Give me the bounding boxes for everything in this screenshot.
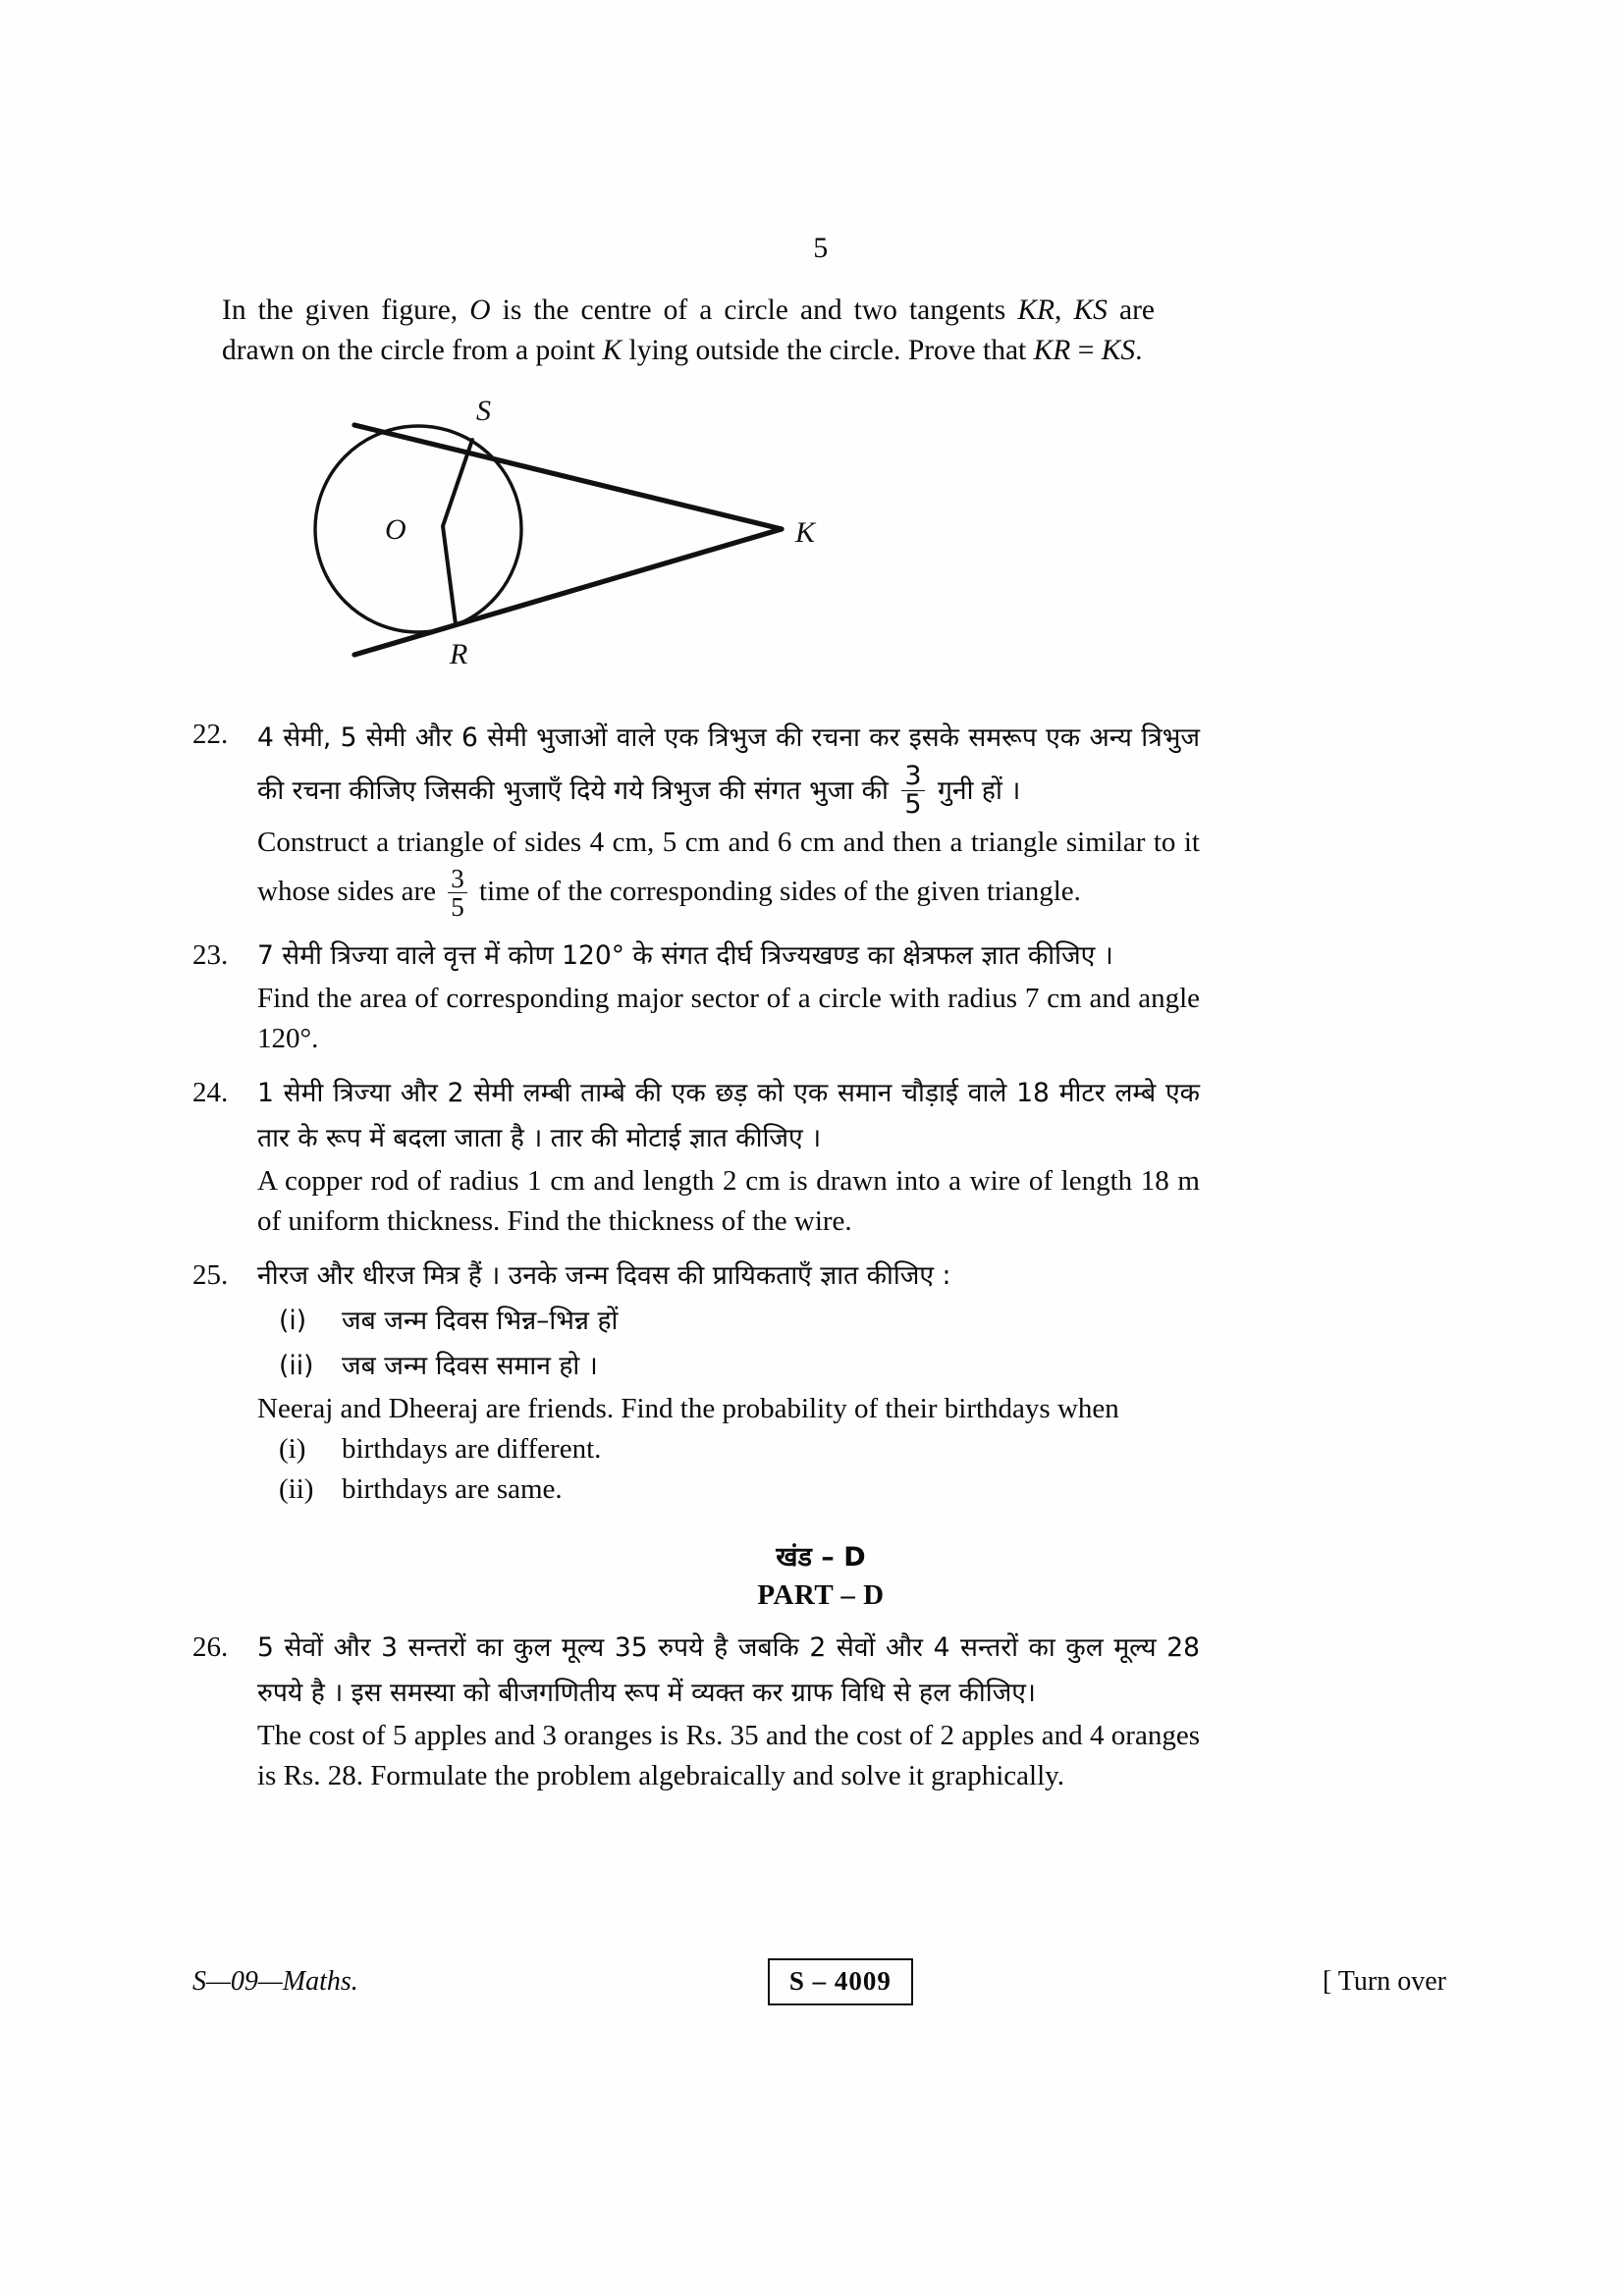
item-marker: (ii) bbox=[279, 1351, 314, 1382]
question-25-number: 25. bbox=[192, 1259, 229, 1292]
question-24-hindi: 1 सेमी त्रिज्या और 2 सेमी लम्बी ताम्बे की एक छड़ को एक समान चौड़ाई वाले 18 मीटर लम्बे एक तार के रूप में बदला जाता है । तार की मोटाई ज्ञात कीजिए । bbox=[257, 1078, 1200, 1154]
item-text: birthdays are different. bbox=[342, 1433, 602, 1466]
intro-prove-kr: KR bbox=[1033, 335, 1071, 366]
question-25-hindi-item-2 bbox=[279, 1344, 1200, 1389]
question-22-english-fraction bbox=[448, 865, 467, 921]
intro-tangent-kr: KR bbox=[1017, 294, 1055, 326]
intro-text-c: , bbox=[1055, 294, 1062, 326]
question-23 bbox=[192, 934, 1449, 1059]
question-25-english-item-2 bbox=[279, 1469, 1200, 1510]
intro-equals: = bbox=[1070, 335, 1102, 366]
question-23-english: Find the area of corresponding major sector of a circle with radius 7 cm and angle 120°. bbox=[257, 983, 1200, 1055]
question-22-english-a: Construct a triangle of sides 4 cm, 5 cm and 6 cm and then a triangle similar to it whose sides are bbox=[257, 827, 1200, 908]
part-d-heading bbox=[192, 1539, 1449, 1614]
page-footer bbox=[192, 1958, 1446, 2005]
intro-tangent-ks: KS bbox=[1073, 294, 1108, 326]
question-22-english bbox=[257, 820, 1200, 922]
fraction-numerator: 3 bbox=[904, 761, 922, 791]
question-22 bbox=[192, 713, 1449, 922]
question-23-number: 23. bbox=[192, 939, 229, 972]
question-25-hindi-item-1 bbox=[279, 1299, 1200, 1344]
question-26-hindi: 5 सेवों और 3 सन्तरों का कुल मूल्य 35 रुपये है जबकि 2 सेवों और 4 सन्तरों का कुल मूल्य 28 रुपये है । इस समस्या को बीजगणितीय रूप में व्यक्त कर ग्राफ विधि से हल कीजिए। bbox=[257, 1632, 1200, 1709]
part-d-heading-hindi: खंड – D bbox=[776, 1542, 866, 1574]
item-text: जब जन्म दिवस समान हो । bbox=[342, 1351, 598, 1382]
question-25-english-item-1 bbox=[279, 1429, 1200, 1469]
question-22-hindi bbox=[257, 713, 1200, 820]
question-22-hindi-fraction bbox=[901, 763, 924, 819]
label-o: O bbox=[385, 513, 406, 546]
question-22-hindi-tail: गुनी हों । bbox=[937, 775, 1021, 807]
label-s: S bbox=[476, 395, 491, 427]
chord-sr bbox=[443, 440, 472, 624]
fraction-denominator: 5 bbox=[901, 790, 924, 819]
intro-prove-ks: KS bbox=[1101, 335, 1136, 366]
question-24 bbox=[192, 1071, 1449, 1242]
question-22-hindi-text: 4 सेमी, 5 सेमी और 6 सेमी भुजाओं वाले एक त्रिभुज की रचना कर इसके समरूप एक अन्य त्रिभुज की रचना कीजिए जिसकी भुजाएँ दिये गये त्रिभुज की संगत भुजा की bbox=[257, 722, 1200, 807]
page-content bbox=[192, 232, 1449, 1796]
part-d-heading-english: PART – D bbox=[757, 1579, 885, 1612]
item-text: birthdays are same. bbox=[342, 1473, 563, 1506]
question-24-number: 24. bbox=[192, 1077, 229, 1109]
intro-point-o: O bbox=[469, 294, 491, 326]
figure-svg bbox=[192, 377, 1174, 701]
tangent-line-kr bbox=[354, 529, 782, 655]
intro-point-k: K bbox=[602, 335, 622, 366]
intro-text-a: In the given figure, bbox=[222, 294, 470, 326]
question-26-english: The cost of 5 apples and 3 oranges is Rs. 35 and the cost of 2 apples and 4 oranges is Rs. 28. Formulate the problem algebraically and solve it graphically. bbox=[257, 1720, 1200, 1792]
footer-subject-code: S—09—Maths. bbox=[192, 1966, 358, 1997]
intro-paragraph bbox=[222, 291, 1155, 371]
tangent-line-ks bbox=[354, 425, 782, 529]
footer-paper-code: S – 4009 bbox=[768, 1958, 913, 2005]
intro-text-d: are drawn on the circle from a point bbox=[222, 294, 1156, 366]
item-marker: (ii) bbox=[279, 1473, 314, 1506]
fraction-numerator: 3 bbox=[451, 864, 464, 894]
question-25 bbox=[192, 1254, 1449, 1510]
item-marker: (i) bbox=[279, 1306, 307, 1337]
item-marker: (i) bbox=[279, 1433, 306, 1466]
question-22-number: 22. bbox=[192, 719, 229, 750]
intro-text-f: Prove that bbox=[907, 335, 1034, 366]
fraction-denominator: 5 bbox=[448, 892, 467, 921]
item-text: जब जन्म दिवस भिन्न–भिन्न हों bbox=[342, 1306, 619, 1337]
question-23-hindi: 7 सेमी त्रिज्या वाले वृत्त में कोण 120° के संगत दीर्घ त्रिज्यखण्ड का क्षेत्रफल ज्ञात कीजिए । bbox=[257, 940, 1113, 972]
label-k: K bbox=[795, 516, 816, 549]
question-25-hindi: नीरज और धीरज मित्र हैं । उनके जन्म दिवस की प्रायिकताएँ ज्ञात कीजिए : bbox=[257, 1260, 951, 1292]
question-22-english-b: time of the corresponding sides of the given triangle. bbox=[479, 876, 1081, 908]
footer-turn-over: [ Turn over bbox=[1322, 1966, 1446, 1997]
label-r: R bbox=[450, 638, 468, 670]
intro-period: . bbox=[1135, 335, 1143, 366]
intro-text-e: lying outside the circle. bbox=[622, 335, 901, 366]
question-26-number: 26. bbox=[192, 1631, 229, 1664]
question-25-english: Neeraj and Dheeraj are friends. Find the probability of their birthdays when bbox=[257, 1393, 1119, 1425]
intro-text-b: is the centre of a circle and two tangents bbox=[490, 294, 1018, 326]
circle-tangent-figure bbox=[192, 377, 1174, 701]
page-number: 5 bbox=[813, 232, 829, 264]
question-24-english: A copper rod of radius 1 cm and length 2 cm is drawn into a wire of length 18 m of uniform thickness. Find the thickness of the wire. bbox=[257, 1165, 1200, 1238]
question-26 bbox=[192, 1626, 1449, 1796]
